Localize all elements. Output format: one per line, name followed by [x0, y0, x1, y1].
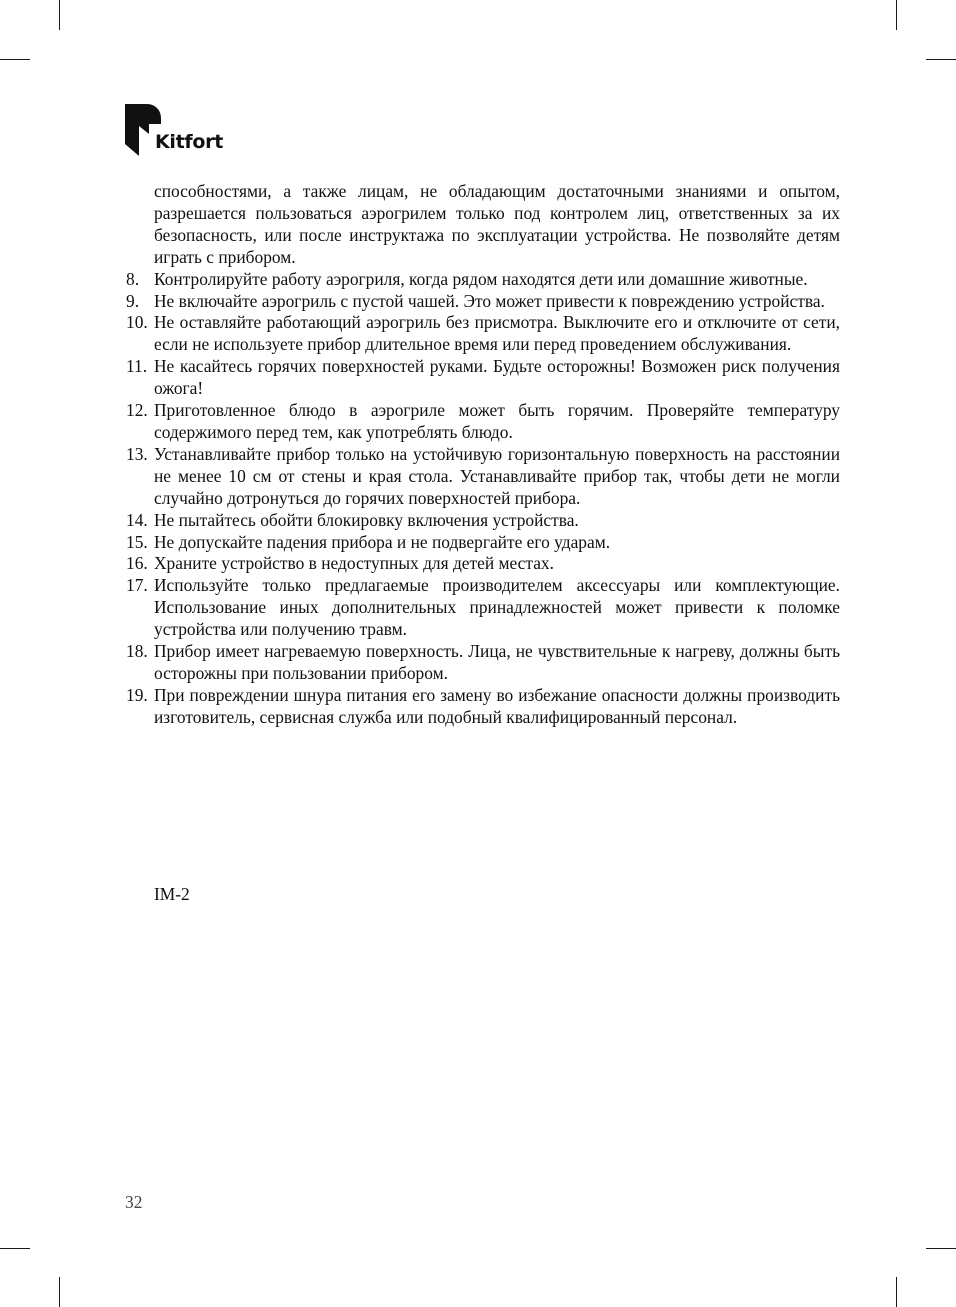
list-item-number: 17.: [126, 575, 148, 596]
list-item-text: Устанавливайте прибор только на устойчивую горизонтальную поверхность на расстоянии не менее 10 см от стены и края стола. Устанавливайте прибор так, чтобы дети не могли случайно дотронуться до горячих поверхностей прибора.: [154, 443, 840, 508]
list-item: [126, 269, 840, 291]
list-item-text: Контролируйте работу аэрогриля, когда рядом находятся дети или домашние животные.: [154, 268, 808, 289]
list-item-text: Используйте только предлагаемые производителем аксессуары или комплектующие. Использование иных дополнительных принадлежностей может привести к поломке устройства или получению травм.: [154, 575, 840, 640]
crop-mark-top-left-vertical: [59, 0, 60, 30]
instructions-content: [126, 181, 840, 729]
list-item-number: 8.: [126, 268, 140, 289]
list-item-text: Не касайтесь горячих поверхностей руками. Будьте осторожны! Возможен риск получения ожога!: [154, 356, 840, 399]
list-item-text: Приготовленное блюдо в аэрогриле может быть горячим. Проверяйте температуру содержимого перед тем, как употреблять блюдо.: [154, 400, 840, 442]
list-item: [126, 510, 840, 532]
list-item: [126, 532, 840, 554]
page-number: 32: [125, 1192, 143, 1212]
crop-mark-bottom-right-vertical: [896, 1277, 897, 1307]
list-item: [126, 400, 840, 444]
crop-mark-bottom-left-horizontal: [0, 1248, 30, 1249]
list-item-number: 13.: [126, 443, 148, 464]
list-item-text: Не допускайте падения прибора и не подвергайте его ударам.: [154, 531, 611, 552]
list-item: [126, 553, 840, 575]
list-item: [126, 356, 840, 400]
intro-paragraph: способностями, а также лицам, не обладающим достаточными знаниями и опытом, разрешается пользоваться аэрогрилем только под контролем лиц, ответственных за их безопасность, или после инструктажа по эксплуатации устройства. Не позволяйте детям играть с прибором.: [154, 181, 840, 267]
list-item: [126, 312, 840, 356]
list-item-number: 16.: [126, 553, 148, 574]
crop-mark-top-right-vertical: [896, 0, 897, 30]
list-item-number: 9.: [126, 290, 140, 311]
crop-mark-bottom-right-horizontal: [926, 1248, 956, 1249]
list-item-number: 18.: [126, 641, 148, 662]
model-code: IM-2: [154, 884, 190, 904]
list-item-number: 10.: [126, 312, 148, 333]
list-item: [126, 575, 840, 641]
list-item: [126, 641, 840, 685]
list-item: [126, 444, 840, 510]
brand-name: Kitfort: [155, 131, 223, 153]
list-item: [126, 685, 840, 729]
crop-mark-top-right-horizontal: [926, 59, 956, 60]
safety-instructions-list: [126, 269, 840, 729]
list-item-text: Храните устройство в недоступных для детей местах.: [154, 553, 554, 574]
brand-logo: [125, 104, 245, 160]
list-item-text: Прибор имеет нагреваемую поверхность. Лица, не чувствительные к нагреву, должны быть осторожны при пользовании прибором.: [154, 641, 840, 683]
crop-mark-top-left-horizontal: [0, 59, 30, 60]
list-item-text: При повреждении шнура питания его замену во избежание опасности должны производить изготовитель, сервисная служба или подобный квалифицированный персонал.: [154, 684, 840, 727]
list-item-text: Не включайте аэрогриль с пустой чашей. Это может привести к повреждению устройства.: [154, 290, 825, 311]
list-item-text: Не пытайтесь обойти блокировку включения устройства.: [154, 509, 579, 530]
list-item: [126, 291, 840, 313]
list-item-number: 11.: [126, 356, 148, 377]
list-item-number: 19.: [126, 684, 148, 705]
list-item-number: 14.: [126, 509, 148, 530]
crop-mark-bottom-left-vertical: [59, 1277, 60, 1307]
list-item-text: Не оставляйте работающий аэрогриль без присмотра. Выключите его и отключите от сети, если не используете прибор длительное время или перед проведением обслуживания.: [154, 312, 840, 355]
list-item-number: 15.: [126, 531, 148, 552]
list-item-number: 12.: [126, 400, 148, 421]
